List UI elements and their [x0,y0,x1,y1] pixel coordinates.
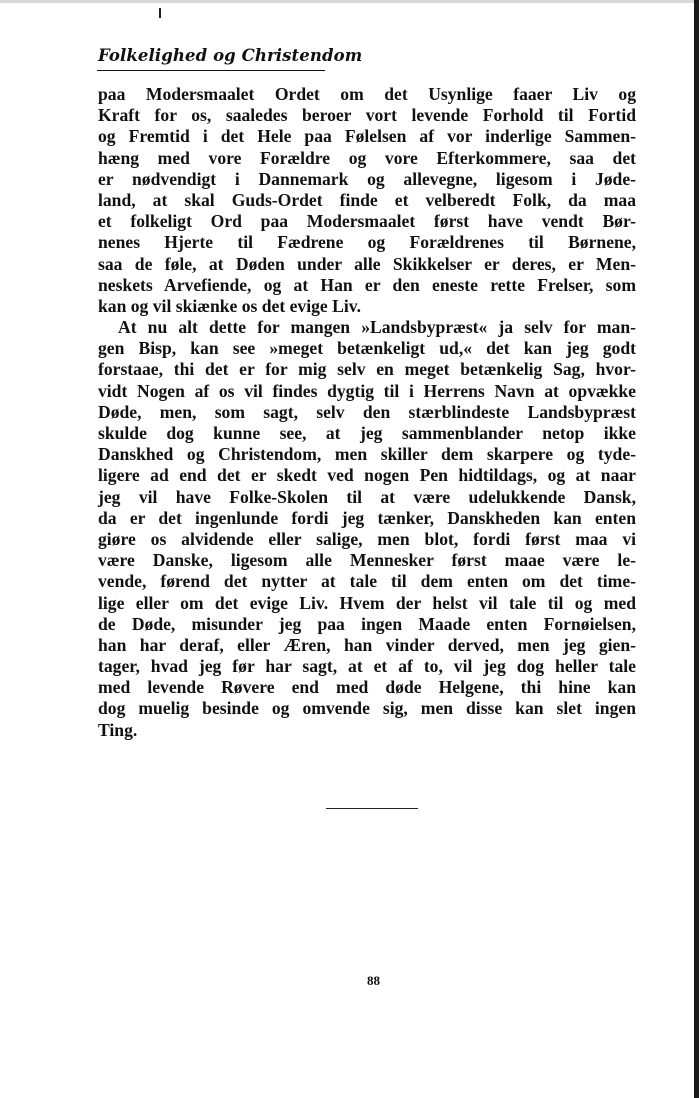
paragraph-1 [98,84,636,317]
paragraph-2 [98,317,636,741]
text-line: vidt Nogen af os vil findes dygtig til i Herrens Navn at opvække [98,380,636,401]
text-line: At nu alt dette for mangen »Landsbypræst« ja selv for man- [118,317,636,338]
text-line: Ting. [98,719,138,740]
text-line: giøre os alvidende eller salige, men blot, fordi først maa vi [98,528,636,549]
text-line: ligere ad end det er skedt ved nogen Pen hidtildags, og at naar [98,465,636,486]
end-rule [326,808,418,809]
page-number: 88 [367,973,380,988]
page-right-edge [694,0,699,1098]
text-line: de Døde, misunder jeg paa ingen Maade enten Fornøielsen, [98,613,636,634]
text-line: jeg vil have Folke-Skolen til at være udelukkende Dansk, [98,486,636,507]
text-line: kan og vil skiænke os det evige Liv. [98,295,361,316]
text-line: dog muelig besinde og omvende sig, men disse kan slet ingen [98,698,636,719]
text-line: paa Modersmaalet Ordet om det Usynlige faaer Liv og [98,84,636,104]
page-top-edge [0,0,699,3]
body-text [98,84,636,741]
text-line: Danskhed og Christendom, men skiller dem skarpere og tyde- [98,444,636,465]
running-head: Folkelighed og Christendom [98,46,363,65]
text-line: han har deraf, eller Æren, han vinder derved, men jeg gien- [98,634,636,655]
text-line: Kraft for os, saaledes beroer vort levende Forhold til Fortid [98,105,636,126]
text-line: Døde, men, som sagt, selv den stærblindeste Landsbypræst [98,401,636,422]
text-line: er nødvendigt i Dannemark og allevegne, ligesom i Jøde- [98,168,636,189]
text-line: saa de føle, at Døden under alle Skikkelser er deres, er Men- [98,253,636,274]
text-line: et folkeligt Ord paa Modersmaalet først have vendt Bør- [98,211,636,232]
text-line: og Fremtid i det Hele paa Følelsen af vor inderlige Sammen- [98,126,636,147]
text-line: forstaae, thi det er for mig selv en meget betænkelig Sag, hvor- [98,359,636,380]
scan-mark [159,8,161,18]
text-line: da er det ingenlunde fordi jeg tænker, Danskheden kan enten [98,507,636,528]
text-line: neskets Arvefiende, og at Han er den eneste rette Frelser, som [98,274,636,295]
text-line: land, at skal Guds-Ordet finde et velberedt Folk, da maa [98,189,636,210]
text-line: nenes Hjerte til Fædrene og Forældrenes til Børnene, [98,232,636,253]
text-line: med levende Røvere end med døde Helgene, thi hine kan [98,677,636,698]
running-head-rule [97,70,325,71]
text-line: hæng med vore Forældre og vore Efterkommere, saa det [98,147,636,168]
text-line: være Danske, ligesom alle Mennesker først maae være le- [98,550,636,571]
text-line: tager, hvad jeg før har sagt, at et af to, vil jeg dog heller tale [98,656,636,677]
text-line: skulde dog kunne see, at jeg sammenblander netop ikke [98,423,636,443]
text-line: lige eller om det evige Liv. Hvem der helst vil tale til og med [98,592,636,613]
text-line: gen Bisp, kan see »meget betænkeligt ud,« det kan jeg godt [98,338,636,359]
text-line: vende, førend det nytter at tale til dem enten om det time- [98,571,636,592]
